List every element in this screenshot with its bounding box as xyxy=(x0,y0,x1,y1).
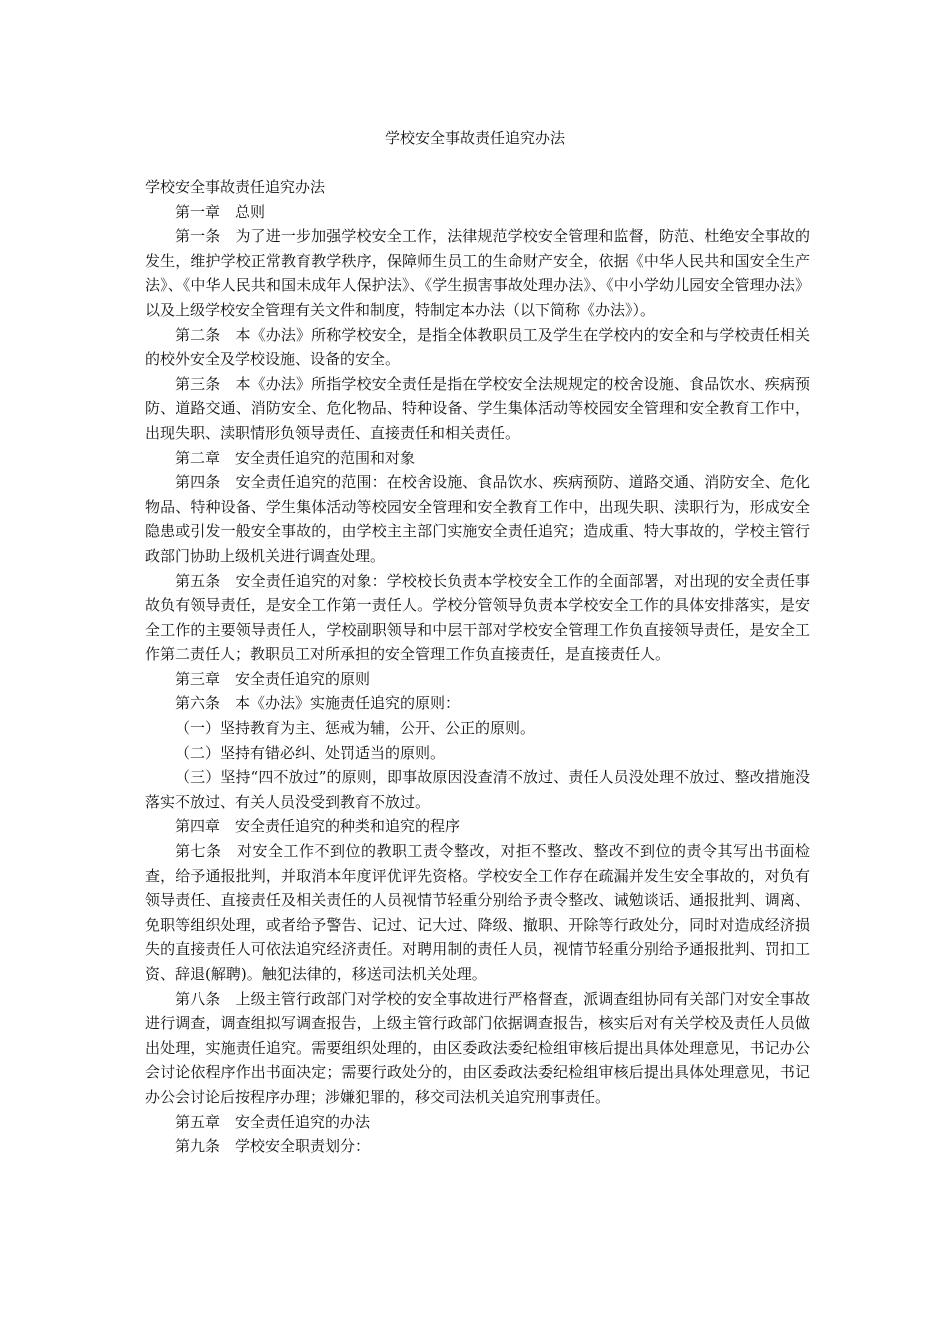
article-paragraph: 第八条 上级主管行政部门对学校的安全事故进行严格督查，派调查组协同有关部门对安全事故进行调查，调查组拟写调查报告，上级主管行政部门依据调查报告，核实后对有关学校及责任人员做出处理，实施责任追究。需要组织处理的，由区委政法委纪检组审核后提出具体处理意见，书记办公会讨论依程序作出书面决定；需要行政处分的，由区委政法委纪检组审核后提出具体处理意见，书记办公会讨论后按程序办理；涉嫌犯罪的，移交司法机关追究刑事责任。 xyxy=(145,989,810,1106)
article-paragraph: 第三条 本《办法》所指学校安全责任是指在学校安全法规规定的校舍设施、食品饮水、疾病预防、道路交通、消防安全、危化物品、特种设备、学生集体活动等校园安全管理和安全教育工作中，出现失职、渎职情形负领导责任、直接责任和相关责任。 xyxy=(145,374,810,442)
article-paragraph: 第五条 安全责任追究的对象：学校校长负责本学校安全工作的全面部署，对出现的安全责任事故负有领导责任，是安全工作第一责任人。学校分管领导负责本学校安全工作的具体安排落实，是安全工作的主要领导责任人，学校副职领导和中层干部对学校安全管理工作负直接领导责任，是安全工作第二责任人；教职员工对所承担的安全管理工作负直接责任，是直接责任人。 xyxy=(145,571,810,664)
article-paragraph: 第六条 本《办法》实施责任追究的原则： xyxy=(175,694,461,713)
document-subtitle: 学校安全事故责任追究办法 xyxy=(145,178,326,196)
list-item: （一）坚持教育为主、惩戒为辅，公开、公正的原则。 xyxy=(175,719,536,738)
chapter-heading: 第五章 安全责任追究的办法 xyxy=(175,1112,371,1131)
chapter-heading: 第二章 安全责任追究的范围和对象 xyxy=(175,448,416,467)
article-paragraph: 第一条 为了进一步加强学校安全工作，法律规范学校安全管理和监督，防范、杜绝安全事故的发生，维护学校正常教育教学秩序，保障师生员工的生命财产安全，依据《中华人民共和国安全生产法》、《中华人民共和国未成年人保护法》、《学生损害事故处理办法》、《中小学幼儿园安全管理办法》以及上级学校安全管理有关文件和制度，特制定本办法（以下简称《办法》）。 xyxy=(145,227,810,319)
article-paragraph: 第九条 学校安全职责划分： xyxy=(175,1137,371,1156)
article-paragraph: 第四条 安全责任追究的范围：在校舍设施、食品饮水、疾病预防、道路交通、消防安全、危化物品、特种设备、学生集体活动等校园安全管理和安全教育工作中，出现失职、渎职行为，形成安全隐患或引发一般安全事故的，由学校主主部门实施安全责任追究；造成重、特大事故的，学校主管行政部门协助上级机关进行调查处理。 xyxy=(145,473,810,565)
article-paragraph: 第七条 对安全工作不到位的教职工责令整改，对拒不整改、整改不到位的责令其写出书面检查，给予通报批判，并取消本年度评优评先资格。学校安全工作存在疏漏并发生安全事故的，对负有领导责任、直接责任及相关责任的人员视情节轻重分别给予责令整改、诫勉谈话、通报批判、调离、免职等组织处理，或者给予警告、记过、记大过、降级、撤职、开除等行政处分，同时对造成经济损失的直接责任人可依法追究经济责任。对聘用制的责任人员，视情节轻重分别给予通报批判、罚扣工资、辞退(解聘)。触犯法律的，移送司法机关处理。 xyxy=(145,842,810,983)
document-body xyxy=(145,175,810,1159)
chapter-heading: 第四章 安全责任追究的种类和追究的程序 xyxy=(175,817,461,836)
list-item: （二）坚持有错必纠、处罚适当的原则。 xyxy=(175,743,446,762)
list-item: （三）坚持“四不放过”的原则，即事故原因没查清不放过、责任人员没处理不放过、整改措施没落实不放过、有关人员没受到教育不放过。 xyxy=(145,768,810,811)
chapter-heading: 第三章 安全责任追究的原则 xyxy=(175,669,371,688)
article-paragraph: 第二条 本《办法》所称学校安全，是指全体教职员工及学生在学校内的安全和与学校责任相关的校外安全及学校设施、设备的安全。 xyxy=(145,325,810,369)
document-title: 学校安全事故责任追究办法 xyxy=(384,129,565,147)
chapter-heading: 第一章 总则 xyxy=(175,202,266,221)
